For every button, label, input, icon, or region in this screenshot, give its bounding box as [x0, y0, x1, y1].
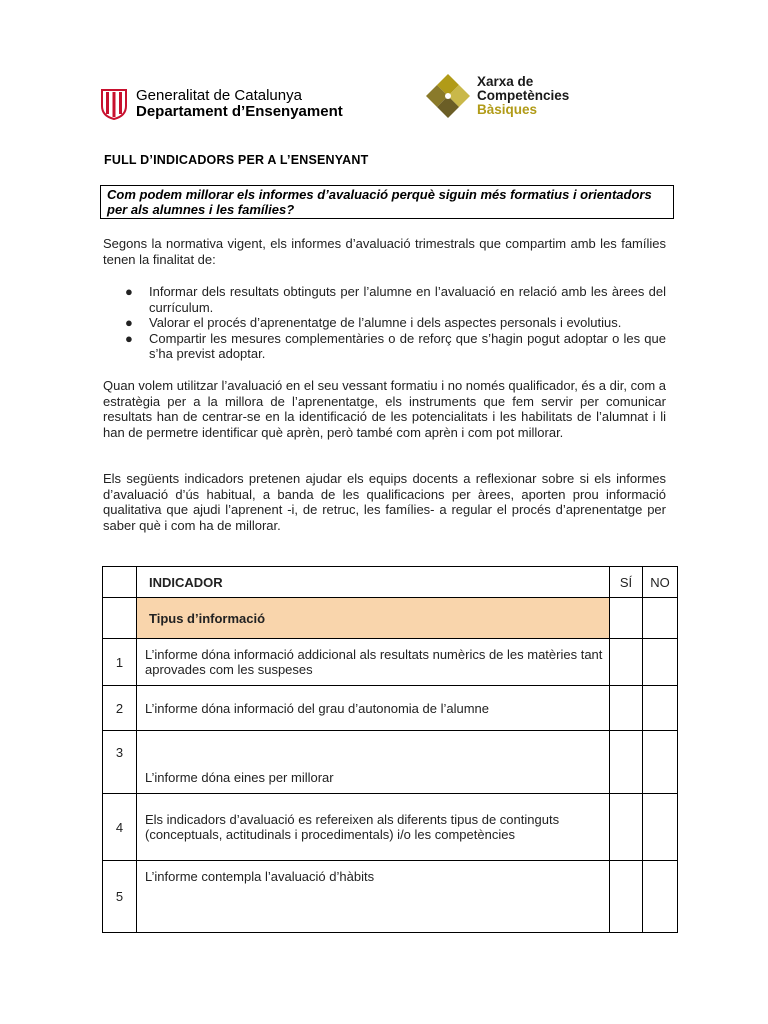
indicator-table	[102, 566, 678, 933]
section-no-cell	[643, 598, 678, 639]
table-row	[103, 686, 678, 731]
row-no-checkbox[interactable]	[643, 731, 678, 794]
xarxa-line1: Xarxa de	[477, 74, 534, 89]
row-yes-checkbox[interactable]	[610, 731, 643, 794]
xarxa-emblem-icon	[425, 72, 471, 118]
formative-paragraph: Quan volem utilitzar l’avaluació en el seu vessant formatiu i no només qualificador, és a dir, com a estratègia per a la millora de l’aprenentatge, els instruments que fem servir per comunicar resultats han de centrar-se en la identificació de les potencialitats i les habilitats de l’alumnat i li han de permetre identificar què aprèn, però també com aprèn i com pot millorar.	[103, 378, 666, 440]
list-item-text: Informar dels resultats obtinguts per l’alumne en l’avaluació en relació amb les àrees del currículum.	[149, 284, 666, 315]
list-item-text: Compartir les mesures complementàries o de reforç que s’hagin pogut adoptar o les que s’ha previst adoptar.	[149, 330, 666, 361]
department-name: Departament d’Ensenyament	[136, 103, 343, 120]
row-number: 5	[103, 861, 137, 933]
row-yes-checkbox[interactable]	[610, 686, 643, 731]
row-no-checkbox[interactable]	[643, 639, 678, 686]
header-num-cell	[103, 567, 137, 598]
list-item-text: Valorar el procés d’aprenentatge de l’alumne i dels aspectes personals i evolutius.	[149, 315, 622, 330]
row-number: 3	[103, 731, 137, 794]
xarxa-line2: Competències	[477, 88, 570, 103]
row-yes-checkbox[interactable]	[610, 639, 643, 686]
header-indicator: INDICADOR	[137, 567, 610, 598]
row-indicator-text: L’informe contempla l’avaluació d’hàbits	[137, 861, 610, 933]
table-row	[103, 861, 678, 933]
row-number: 1	[103, 639, 137, 686]
header-no: NO	[643, 567, 678, 598]
row-no-checkbox[interactable]	[643, 794, 678, 861]
row-indicator-text: Els indicadors d’avaluació es refereixen als diferents tipus de continguts (conceptuals, actitudinals i procedimentals) i/o les competències	[137, 794, 610, 861]
row-indicator-text: L’informe dóna eines per millorar	[137, 731, 610, 794]
row-yes-checkbox[interactable]	[610, 794, 643, 861]
indicators-paragraph: Els següents indicadors pretenen ajudar els equips docents a reflexionar sobre si els informes d’avaluació d’ús habitual, a banda de les qualificacions per àrees, aporten prou informació qualitativa que ajudi l’aprenent -i, de retruc, les famílies- a regular el procés d’aprenentatge per saber què i com ha de millorar.	[103, 471, 666, 533]
xarxa-line3: Bàsiques	[477, 102, 538, 117]
list-item	[103, 315, 666, 331]
table-header-row	[103, 567, 678, 598]
section-row	[103, 598, 678, 639]
document-title: FULL D’INDICADORS PER A L’ENSENYANT	[104, 153, 369, 167]
generalitat-logo	[100, 88, 343, 120]
bullet-icon: ●	[125, 315, 133, 330]
table-row	[103, 794, 678, 861]
bullet-icon: ●	[125, 330, 133, 346]
list-item	[103, 331, 666, 362]
list-item	[103, 284, 666, 315]
section-yes-cell	[610, 598, 643, 639]
row-yes-checkbox[interactable]	[610, 861, 643, 933]
row-number: 4	[103, 794, 137, 861]
row-indicator-text: L’informe dóna informació del grau d’autonomia de l’alumne	[137, 686, 610, 731]
header-yes: SÍ	[610, 567, 643, 598]
section-num-cell	[103, 598, 137, 639]
row-indicator-text: L’informe dóna informació addicional als resultats numèrics de les matèries tant aprovades com les suspeses	[137, 639, 610, 686]
generalitat-emblem-icon	[100, 88, 128, 120]
purpose-list	[103, 284, 666, 362]
section-title: Tipus d’informació	[137, 598, 610, 639]
row-no-checkbox[interactable]	[643, 686, 678, 731]
question-box: Com podem millorar els informes d’avaluació perquè siguin més formatius i orientadors per als alumnes i les famílies?	[100, 185, 674, 219]
generalitat-name: Generalitat de Catalunya	[136, 87, 302, 104]
row-number: 2	[103, 686, 137, 731]
xarxa-logo	[425, 72, 569, 118]
row-no-checkbox[interactable]	[643, 861, 678, 933]
table-row	[103, 731, 678, 794]
bullet-icon: ●	[125, 284, 133, 299]
intro-paragraph: Segons la normativa vigent, els informes d’avaluació trimestrals que compartim amb les famílies tenen la finalitat de:	[103, 236, 666, 267]
table-row	[103, 639, 678, 686]
